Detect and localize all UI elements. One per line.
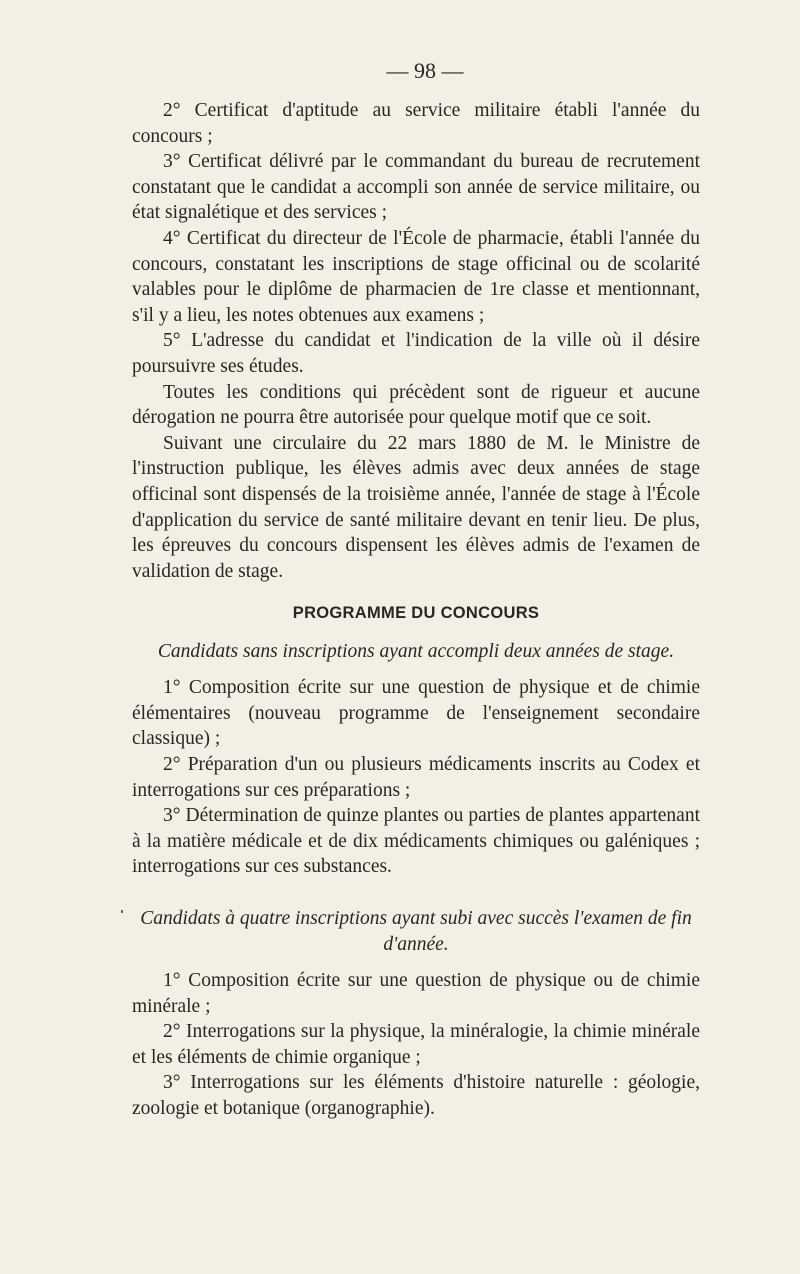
list-item: 1° Composition écrite sur une question de physique ou de chimie minérale ; (132, 970, 700, 1017)
list-item: 2° Préparation d'un ou plusieurs médicaments inscrits au Codex et interrogations sur ces préparations ; (132, 754, 700, 801)
section-subtitle: Candidats sans inscriptions ayant accompli deux années de stage. (157, 641, 675, 663)
intro-text (132, 98, 700, 584)
paragraph: 2° Certificat d'aptitude au service militaire établi l'année du concours ; (132, 100, 700, 147)
program-section-2 (132, 906, 700, 1122)
section-title: PROGRAMME DU CONCOURS (292, 604, 540, 623)
section-subtitle: Candidats à quatre inscriptions ayant subi avec succès l'examen de fin d'année. (140, 908, 692, 956)
list-item: 1° Composition écrite sur une question de physique et de chimie élémentaires (nouveau programme de l'enseignement secondaire classique) ; (132, 677, 700, 750)
list-item: 3° Interrogations sur les éléments d'histoire naturelle : géologie, zoologie et botanique (organographie). (132, 1072, 700, 1119)
page-number: — 98 — (386, 58, 464, 83)
ink-speck (121, 910, 123, 913)
paragraph: 4° Certificat du directeur de l'École de pharmacie, établi l'année du concours, constatant les inscriptions de stage officinal ou de scolarité valables pour le diplôme de pharmacien de 1re classe et mentionnant, s'il y a lieu, les notes obtenues aux examens ; (132, 227, 700, 326)
paragraph: Toutes les conditions qui précèdent sont de rigueur et aucune dérogation ne pourra être autorisée pour quelque motif que ce soit. (132, 381, 700, 429)
list-item: 3° Détermination de quinze plantes ou parties de plantes appartenant à la matière médicale et de dix médicaments chimiques ou galéniques ; interrogations sur ces substances. (132, 805, 700, 878)
list-item: 2° Interrogations sur la physique, la minéralogie, la chimie minérale et les éléments de chimie organique ; (132, 1021, 700, 1068)
program-section-1 (132, 639, 700, 880)
paragraph: Suivant une circulaire du 22 mars 1880 de M. le Ministre de l'instruction publique, les élèves admis avec deux années de stage officinal sont dispensés de la troisième année, l'année de stage à l'École d'application du service de santé militaire devant en tenir lieu. De plus, les épreuves du concours dispensent les élèves admis de l'examen de validation de stage. (132, 432, 700, 582)
paragraph: 3° Certificat délivré par le commandant du bureau de recrutement constatant que le candidat a accompli son année de service militaire, ou état signalétique et des services ; (132, 151, 700, 224)
paragraph: 5° L'adresse du candidat et l'indication de la ville où il désire poursuivre ses études. (132, 330, 700, 377)
